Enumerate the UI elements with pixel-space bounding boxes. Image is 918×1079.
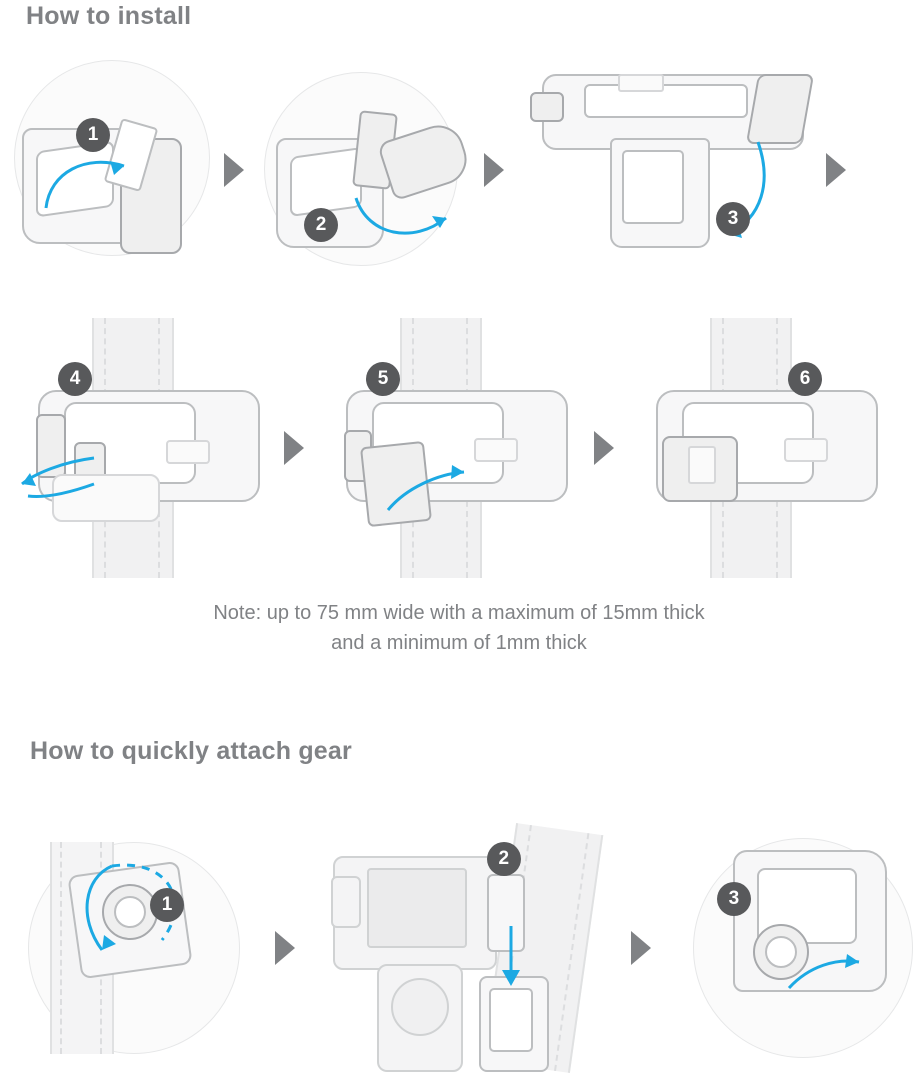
install-step-5-panel bbox=[318, 318, 584, 578]
install-step-1-panel bbox=[8, 50, 208, 290]
camera-screen-illustration bbox=[367, 868, 467, 948]
assembly-button-illustration bbox=[618, 74, 664, 92]
assembly-knob-illustration bbox=[530, 92, 564, 122]
blue-curved-arrow-icon bbox=[382, 454, 482, 524]
attach-step-3-panel bbox=[679, 828, 910, 1068]
blue-curved-arrow-icon bbox=[783, 940, 873, 1010]
step-badge-1: 1 bbox=[76, 118, 110, 152]
blue-down-arrow-icon bbox=[493, 924, 533, 994]
gate-latch-illustration bbox=[688, 446, 716, 484]
install-step-2-panel bbox=[264, 50, 468, 290]
triangle-right-arrow-icon bbox=[484, 153, 504, 187]
note-line-1: Note: up to 75 mm wide with a maximum of 15mm thick bbox=[213, 602, 705, 624]
camera-lens-ring-illustration bbox=[391, 978, 449, 1036]
blue-curved-arrow-icon bbox=[66, 844, 206, 974]
blue-curved-arrow-icon bbox=[38, 146, 148, 216]
triangle-right-arrow-icon bbox=[594, 431, 614, 465]
section-title-attach: How to quickly attach gear bbox=[30, 737, 352, 765]
install-step-3-panel bbox=[524, 50, 814, 290]
step-badge-6: 6 bbox=[788, 362, 822, 396]
triangle-right-arrow-icon bbox=[631, 931, 651, 965]
step-badge-attach-3: 3 bbox=[717, 882, 751, 916]
mount-receiver-face-illustration bbox=[489, 988, 533, 1052]
step-badge-5: 5 bbox=[366, 362, 400, 396]
step-badge-3: 3 bbox=[716, 202, 750, 236]
swing-gate-face-illustration bbox=[622, 150, 684, 224]
step-badge-4: 4 bbox=[58, 362, 92, 396]
install-step-4-panel bbox=[8, 318, 274, 578]
triangle-right-arrow-icon bbox=[826, 153, 846, 187]
blue-curved-arrow-icon bbox=[8, 440, 128, 510]
install-step-row-top bbox=[8, 50, 910, 290]
blue-curved-arrow-icon bbox=[352, 178, 460, 248]
clamp-slot-illustration bbox=[166, 440, 210, 464]
camera-grip-illustration bbox=[331, 876, 361, 928]
triangle-right-arrow-icon bbox=[284, 431, 304, 465]
section-title-install: How to install bbox=[26, 2, 192, 30]
step-badge-attach-1: 1 bbox=[150, 888, 184, 922]
install-step-row-bottom bbox=[8, 318, 910, 578]
note-block bbox=[0, 598, 918, 658]
note-line-2: and a minimum of 1mm thick bbox=[331, 632, 587, 654]
attach-step-row bbox=[10, 828, 910, 1068]
triangle-right-arrow-icon bbox=[275, 931, 295, 965]
assembly-top-face-illustration bbox=[584, 84, 748, 118]
install-step-6-panel bbox=[628, 318, 894, 578]
attach-step-1-panel bbox=[10, 828, 255, 1068]
step-badge-attach-2: 2 bbox=[487, 842, 521, 876]
step-badge-2: 2 bbox=[304, 208, 338, 242]
clamp-slot-illustration bbox=[784, 438, 828, 462]
triangle-right-arrow-icon bbox=[224, 153, 244, 187]
attach-step-2-panel bbox=[323, 828, 603, 1068]
